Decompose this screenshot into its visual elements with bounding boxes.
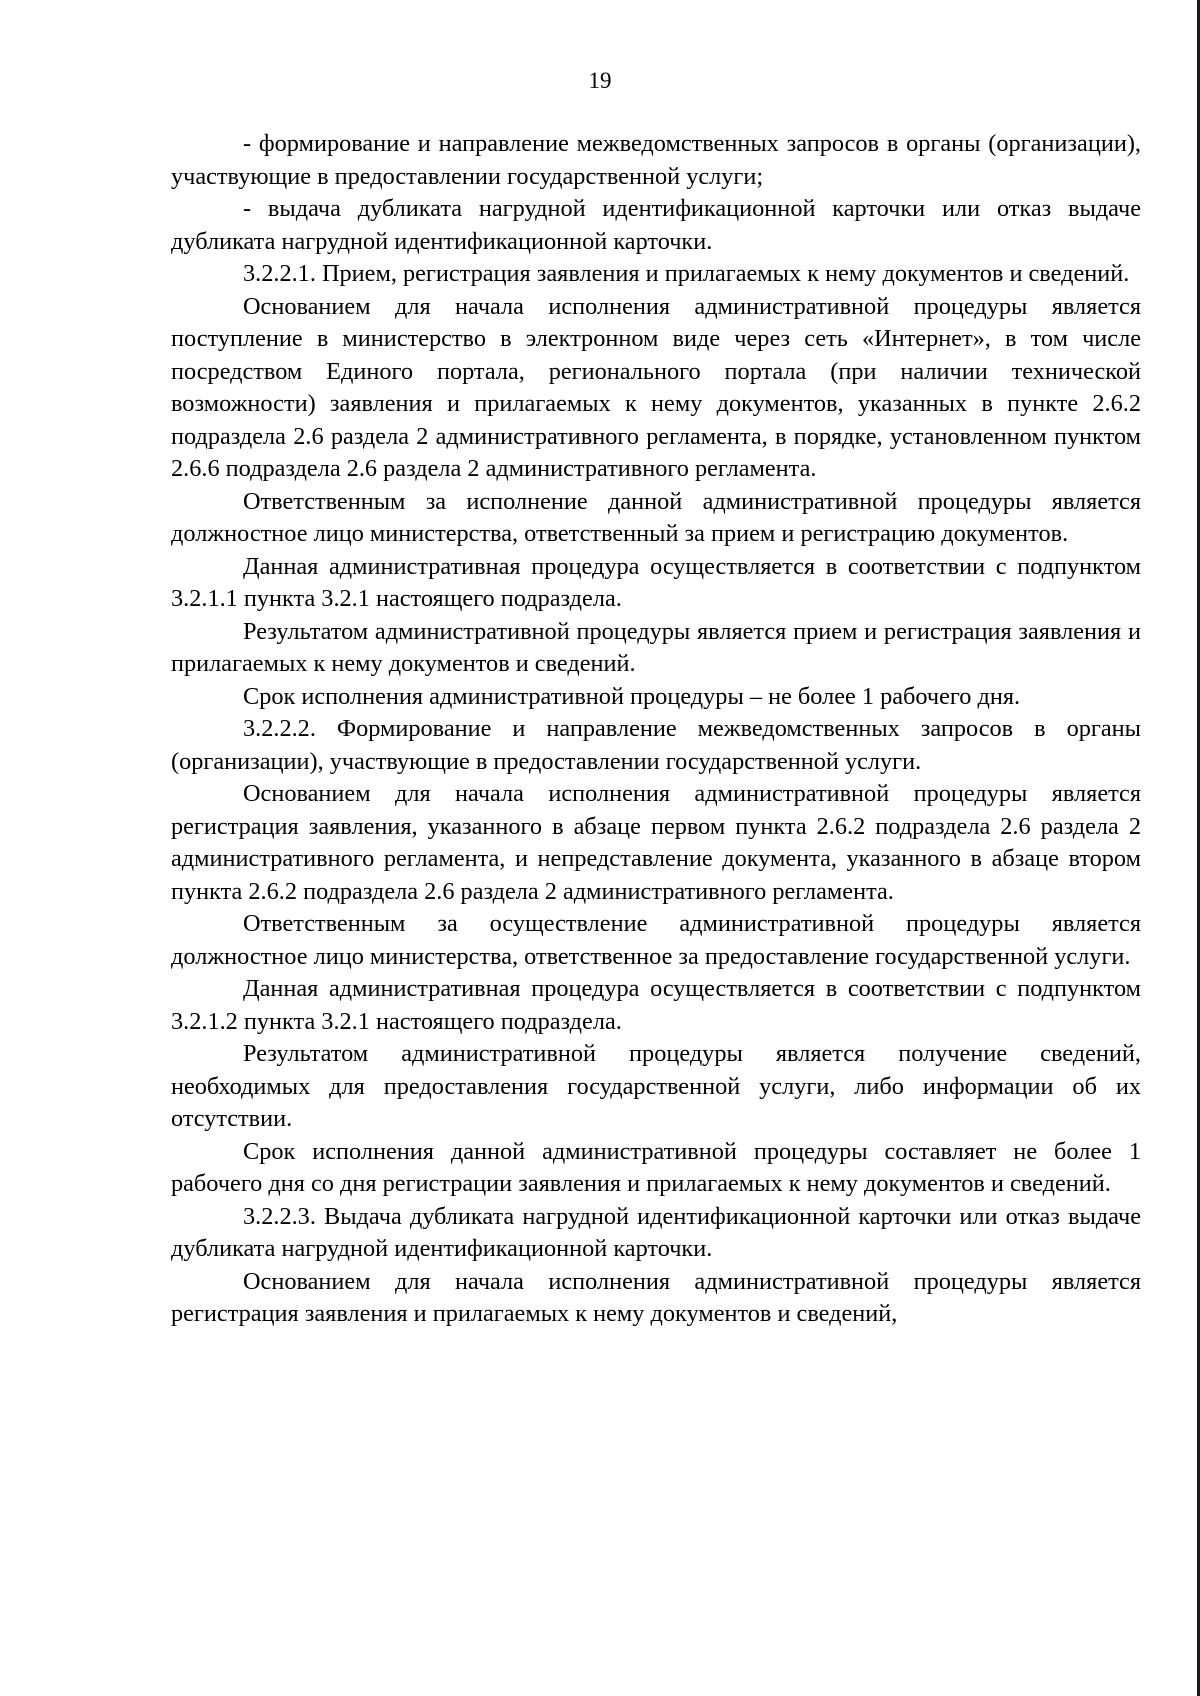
paragraph-3-2-2-2-heading: 3.2.2.2. Формирование и направление межведомственных запросов в органы (организации), участвующие в предоставлении государственной услуги. (171, 715, 1141, 775)
paragraph-3-2-2-1-responsible: Ответственным за исполнение данной административной процедуры является должностное лицо министерства, ответственный за прием и регистрацию документов. (171, 487, 1141, 547)
paragraph-3-2-2-3-heading: 3.2.2.3. Выдача дубликата нагрудной идентификационной карточки или отказ выдаче дубликата нагрудной идентификационной карточки. (171, 1202, 1141, 1262)
paragraph-3-2-2-3-basis: Основанием для начала исполнения административной процедуры является регистрация заявления и прилагаемых к нему документов и сведений, (171, 1267, 1141, 1327)
document-body (171, 128, 1141, 1331)
paragraph-3-2-2-2-accordance: Данная административная процедура осуществляется в соответствии с подпунктом 3.2.1.2 пункта 3.2.1 настоящего подраздела. (171, 975, 1141, 1035)
paragraph-3-2-2-1-term: Срок исполнения административной процедуры – не более 1 рабочего дня. (243, 682, 1021, 710)
paragraph-3-2-2-1-result: Результатом административной процедуры является прием и регистрация заявления и прилагаемых к нему документов и сведений. (171, 617, 1141, 677)
paragraph-bullet-requests: - формирование и направление межведомственных запросов в органы (организации), участвующие в предоставлении государственной услуги; (171, 130, 1141, 190)
page-number: 19 (588, 68, 612, 93)
paragraph-3-2-2-1-heading: 3.2.2.1. Прием, регистрация заявления и прилагаемых к нему документов и сведений. (243, 260, 1130, 287)
paragraph-bullet-duplicate: - выдача дубликата нагрудной идентификационной карточки или отказ выдаче дубликата нагрудной идентификационной карточки. (171, 195, 1141, 255)
paragraph-3-2-2-2-term: Срок исполнения данной административной процедуры составляет не более 1 рабочего дня со дня регистрации заявления и прилагаемых к нему документов и сведений. (171, 1137, 1141, 1197)
paragraph-3-2-2-1-accordance: Данная административная процедура осуществляется в соответствии с подпунктом 3.2.1.1 пункта 3.2.1 настоящего подраздела. (171, 552, 1141, 612)
paragraph-3-2-2-2-responsible: Ответственным за осуществление административной процедуры является должностное лицо министерства, ответственное за предоставление государственной услуги. (171, 910, 1141, 970)
paragraph-3-2-2-1-basis: Основанием для начала исполнения административной процедуры является поступление в министерство в электронном виде через сеть «Интернет», в том числе посредством Единого портала, регионального портала (при наличии технической возможности) заявления и прилагаемых к нему документов, указанных в пункте 2.6.2 подраздела 2.6 раздела 2 административного регламента, в порядке, установленном пунктом 2.6.6 подраздела 2.6 раздела 2 административного регламента. (171, 292, 1141, 482)
paragraph-3-2-2-2-basis: Основанием для начала исполнения административной процедуры является регистрация заявления, указанного в абзаце первом пункта 2.6.2 подраздела 2.6 раздела 2 административного регламента, и непредставление документа, указанного в абзаце втором пункта 2.6.2 подраздела 2.6 раздела 2 административного регламента. (171, 780, 1141, 905)
paragraph-3-2-2-2-result: Результатом административной процедуры является получение сведений, необходимых для предоставления государственной услуги, либо информации об их отсутствии. (171, 1040, 1141, 1132)
